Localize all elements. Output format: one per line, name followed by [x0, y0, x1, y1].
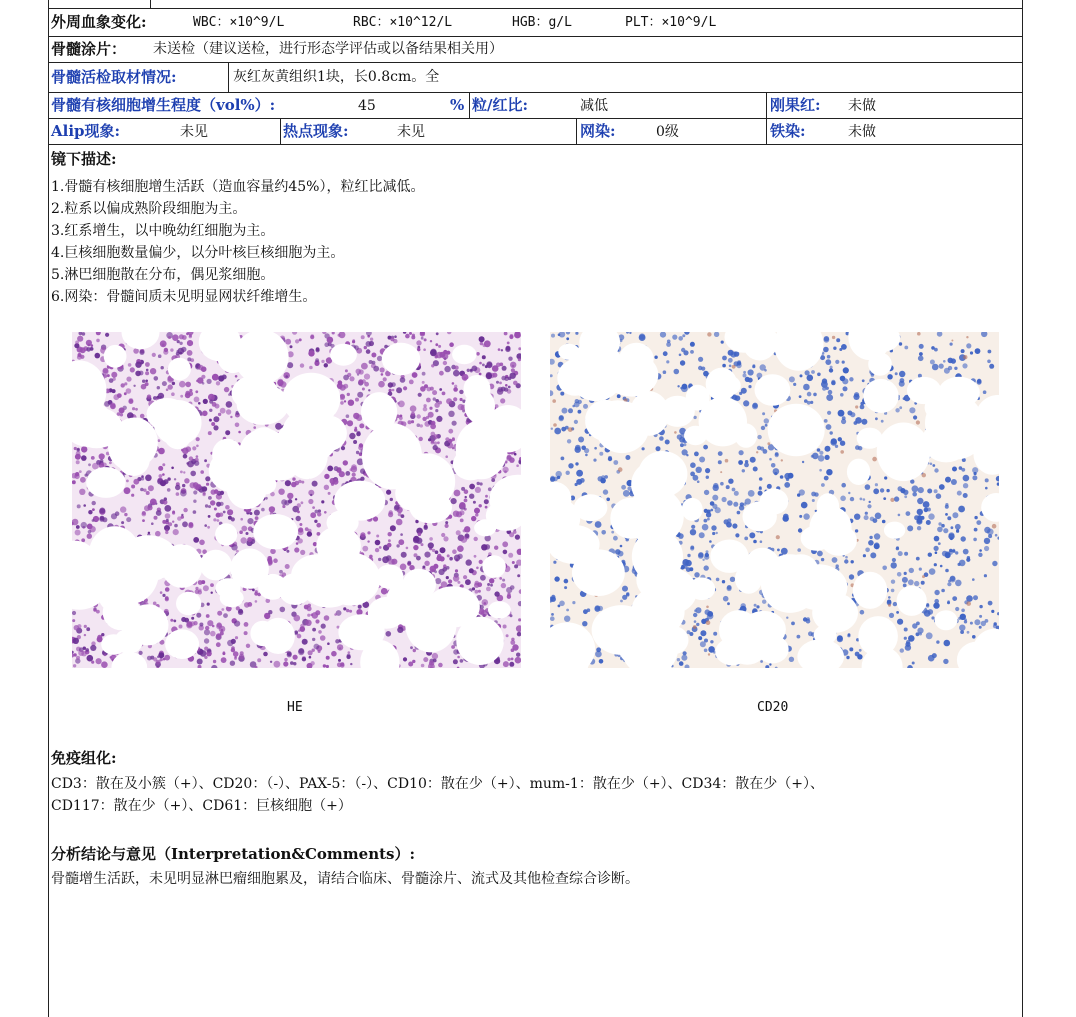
wbc-field: WBC：×10^9/L [193, 15, 285, 30]
cd20-caption: CD20 [757, 700, 789, 715]
microscopy-item: 6.网染：骨髓间质未见明显网状纤维增生。 [51, 289, 317, 305]
he-stain-image [72, 332, 521, 668]
conclusion-text: 骨髓增生活跃，未见明显淋巴瘤细胞累及，请结合临床、骨髓涂片、流式及其他检查综合诊断。 [51, 871, 639, 887]
microscopy-item: 2.粒系以偏成熟阶段细胞为主。 [51, 201, 247, 217]
table-rule [48, 62, 1023, 63]
microscopy-list [51, 176, 424, 308]
reticulin-value: 0级 [656, 124, 679, 140]
microscopy-item: 1.骨髓有核细胞增生活跃（造血容量约45%），粒红比减低。 [51, 179, 425, 195]
cd20-stain-image [550, 332, 999, 668]
ihc-line-1: CD3：散在及小簇（+）、CD20：（-）、PAX-5：（-）、CD10：散在少（+）、mum-1：散在少（+）、CD34：散在少（+）、 [51, 776, 825, 792]
he-caption: HE [287, 700, 303, 715]
table-rule [48, 8, 1023, 9]
iron-stain-label: 铁染: [770, 122, 806, 140]
microscopy-item: 5.淋巴细胞散在分布，偶见浆细胞。 [51, 267, 275, 283]
plt-field: PLT：×10^9/L [625, 15, 717, 30]
ratio-label: 粒/红比: [472, 96, 529, 114]
marrow-smear-label: 骨髓涂片： [51, 40, 127, 58]
hotspot-value: 未见 [397, 124, 425, 140]
conclusion-heading: 分析结论与意见（Interpretation&Comments）: [51, 845, 416, 863]
congo-red-value: 未做 [848, 98, 876, 114]
congo-red-label: 刚果红: [770, 96, 821, 114]
microscopy-item: 3.红系增生，以中晚幼红细胞为主。 [51, 223, 275, 239]
ratio-value: 减低 [580, 98, 608, 114]
marrow-smear-value: 未送检（建议送检，进行形态学评估或以备结果相关用） [153, 41, 503, 57]
alip-value: 未见 [180, 124, 208, 140]
ihc-line-2: CD117：散在少（+）、CD61：巨核细胞（+） [51, 798, 352, 814]
proliferation-unit: % [450, 96, 465, 114]
proliferation-value: 45 [358, 98, 376, 114]
table-rule [228, 62, 229, 92]
rbc-field: RBC：×10^12/L [353, 15, 453, 30]
reticulin-label: 网染: [580, 122, 616, 140]
table-rule [576, 118, 577, 144]
table-rule [150, 0, 151, 8]
alip-label: Alip现象: [51, 122, 121, 140]
table-rule [280, 118, 281, 144]
ihc-heading: 免疫组化: [51, 749, 117, 767]
table-rule [766, 92, 767, 118]
microscopy-heading: 镜下描述: [51, 150, 117, 168]
table-rule [469, 92, 470, 118]
proliferation-label: 骨髓有核细胞增生程度（vol%）: [51, 96, 276, 114]
biopsy-material-label: 骨髓活检取材情况: [51, 68, 177, 86]
hotspot-label: 热点现象: [283, 122, 349, 140]
table-rule [48, 144, 1023, 145]
table-rule [48, 92, 1023, 93]
biopsy-material-value: 灰红灰黄组织1块，长0.8cm。全 [233, 69, 440, 85]
iron-stain-value: 未做 [848, 124, 876, 140]
table-rule [766, 118, 767, 144]
microscopy-item: 4.巨核细胞数量偏少，以分叶核巨核细胞为主。 [51, 245, 345, 261]
table-rule [48, 36, 1023, 37]
peripheral-blood-label: 外周血象变化: [51, 13, 147, 31]
table-rule [48, 118, 1023, 119]
hgb-field: HGB：g/L [512, 15, 572, 30]
